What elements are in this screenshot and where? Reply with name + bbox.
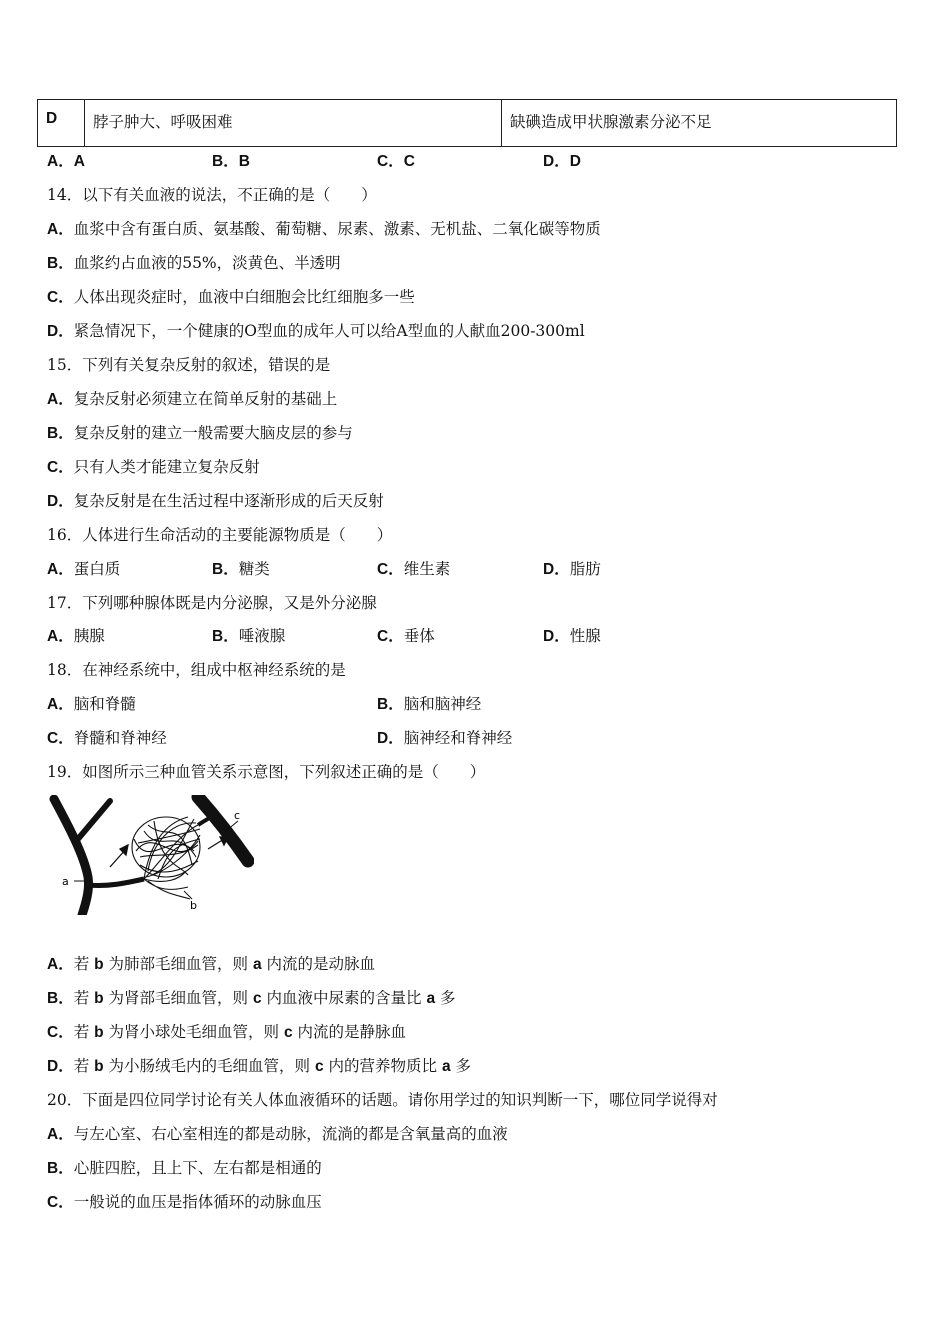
option-text: 只有人类才能建立复杂反射 — [73, 458, 260, 476]
q15-option-b[interactable] — [47, 423, 353, 444]
option-variable: a — [441, 1058, 451, 1075]
q18-option-d[interactable] — [377, 728, 512, 749]
q17-option-c[interactable] — [377, 626, 435, 647]
option-text: 为肾部毛细血管，则 — [103, 989, 253, 1007]
figure-label-a: a — [62, 875, 69, 888]
q15-option-c[interactable] — [47, 457, 260, 478]
option-text: 复杂反射的建立一般需要大脑皮层的参与 — [73, 424, 353, 442]
option-variable: b — [94, 1024, 104, 1041]
option-variable: c — [283, 1024, 293, 1041]
option-label: B． — [212, 153, 239, 170]
artery-vessel — [54, 799, 89, 915]
option-label: D． — [47, 493, 74, 510]
q13-option-a[interactable] — [47, 151, 85, 172]
option-label: A． — [47, 1126, 74, 1143]
artery-branch — [78, 801, 110, 839]
q20-option-a[interactable] — [47, 1124, 508, 1145]
option-text: C — [403, 153, 415, 170]
q19-option-a[interactable] — [47, 954, 375, 975]
option-label: A． — [47, 956, 74, 973]
option-label: C． — [377, 153, 404, 170]
option-label: A． — [47, 561, 74, 578]
q17-option-d[interactable] — [543, 626, 601, 647]
q13-option-c[interactable] — [377, 151, 415, 172]
option-label: B． — [47, 425, 74, 442]
q18-stem: 18．在神经系统中，组成中枢神经系统的是 — [47, 661, 346, 679]
option-label: A． — [47, 628, 74, 645]
option-text: 性腺 — [569, 627, 601, 645]
option-text: 与左心室、右心室相连的都是动脉，流淌的都是含氧量高的血液 — [73, 1125, 508, 1143]
option-text: 为肾小球处毛细血管，则 — [103, 1023, 284, 1041]
q20-option-b[interactable] — [47, 1158, 322, 1179]
q19-option-d[interactable] — [47, 1056, 471, 1077]
option-label: B． — [47, 1160, 74, 1177]
q16-stem: 16．人体进行生命活动的主要能源物质是（ ） — [47, 526, 393, 544]
option-label: D． — [47, 1058, 74, 1075]
option-label: D． — [377, 730, 404, 747]
q15-stem: 15．下列有关复杂反射的叙述，错误的是 — [47, 356, 331, 374]
option-variable: b — [94, 1058, 104, 1075]
option-label: A． — [47, 696, 74, 713]
option-text: 复杂反射是在生活过程中逐渐形成的后天反射 — [73, 492, 384, 510]
option-text: 若 — [73, 1023, 95, 1041]
option-text: 紧急情况下，一个健康的O型血的成年人可以给A型血的人献血200-300ml — [73, 322, 585, 340]
option-text: 脑和脑神经 — [403, 695, 482, 713]
blood-vessel-diagram — [48, 795, 254, 915]
q16-option-d[interactable] — [543, 559, 601, 580]
figure-label-c: c — [234, 809, 241, 822]
option-text: 维生素 — [403, 560, 451, 578]
option-text: 多 — [435, 989, 456, 1007]
q18-option-c[interactable] — [47, 728, 167, 749]
q14-option-d[interactable] — [47, 321, 585, 342]
q19-option-c[interactable] — [47, 1022, 406, 1043]
q15-option-a[interactable] — [47, 389, 337, 410]
option-text: 垂体 — [403, 627, 435, 645]
flow-arrow — [208, 837, 228, 849]
option-text: 内流的是动脉血 — [261, 955, 376, 973]
option-label: C． — [47, 289, 74, 306]
option-text: 为小肠绒毛内的毛细血管，则 — [103, 1057, 315, 1075]
option-text: 内流的是静脉血 — [292, 1023, 407, 1041]
option-text: 血浆约占血液的55%，淡黄色、半透明 — [73, 254, 341, 272]
option-text: 人体出现炎症时，血液中白细胞会比红细胞多一些 — [73, 288, 415, 306]
option-text: 若 — [73, 989, 95, 1007]
q19-option-b[interactable] — [47, 988, 456, 1009]
option-text: 多 — [450, 1057, 472, 1075]
q13-option-b[interactable] — [212, 151, 250, 172]
option-variable: c — [314, 1058, 324, 1075]
option-text: 复杂反射必须建立在简单反射的基础上 — [73, 390, 338, 408]
option-label: A． — [47, 391, 74, 408]
q14-option-a[interactable] — [47, 219, 601, 240]
option-text: 若 — [73, 955, 95, 973]
option-variable: a — [252, 956, 262, 973]
option-text: 血浆中含有蛋白质、氨基酸、葡萄糖、尿素、激素、无机盐、二氧化碳等物质 — [73, 220, 601, 238]
q16-option-c[interactable] — [377, 559, 450, 580]
table-cell-letter: D — [38, 100, 85, 147]
option-variable: c — [252, 990, 262, 1007]
option-label: D． — [543, 628, 570, 645]
option-label: C． — [377, 628, 404, 645]
option-label: B． — [377, 696, 404, 713]
q15-option-d[interactable] — [47, 491, 384, 512]
q16-option-b[interactable] — [212, 559, 270, 580]
q18-option-a[interactable] — [47, 694, 136, 715]
option-label: C． — [377, 561, 404, 578]
q17-option-b[interactable] — [212, 626, 285, 647]
figure-label-b: b — [190, 899, 197, 912]
capillary-network — [132, 817, 200, 899]
option-text: 脑神经和脊神经 — [403, 729, 513, 747]
option-text: 若 — [73, 1057, 95, 1075]
table-cell-cause: 缺碘造成甲状腺激素分泌不足 — [502, 100, 897, 147]
table-row — [38, 100, 897, 147]
option-label: D． — [47, 323, 74, 340]
q14-option-b[interactable] — [47, 253, 341, 274]
option-text: 蛋白质 — [73, 560, 121, 578]
q19-stem: 19．如图所示三种血管关系示意图，下列叙述正确的是（ ） — [47, 763, 486, 781]
q20-stem: 20．下面是四位同学讨论有关人体血液循环的话题。请你用学过的知识判断一下，哪位同学说得对 — [47, 1091, 718, 1109]
flow-arrow — [110, 845, 128, 867]
option-label: A． — [47, 221, 74, 238]
option-label: C． — [47, 1024, 74, 1041]
artery-to-capillary — [88, 879, 144, 886]
option-text: 脊髓和脊神经 — [73, 729, 167, 747]
option-text: 脂肪 — [569, 560, 601, 578]
q20-option-c[interactable] — [47, 1192, 322, 1213]
q14-stem: 14．以下有关血液的说法，不正确的是（ ） — [47, 186, 377, 204]
option-label: B． — [47, 990, 74, 1007]
q16-option-a[interactable] — [47, 559, 120, 580]
option-label: D． — [543, 561, 570, 578]
q17-stem: 17．下列哪种腺体既是内分泌腺，又是外分泌腺 — [47, 594, 377, 612]
option-text: 内血液中尿素的含量比 — [261, 989, 427, 1007]
option-text: 为肺部毛细血管，则 — [103, 955, 253, 973]
option-text: 唾液腺 — [238, 627, 286, 645]
option-text: B — [238, 153, 250, 170]
option-text: 一般说的血压是指体循环的动脉血压 — [73, 1193, 322, 1211]
option-text: A — [73, 153, 85, 170]
q17-option-a[interactable] — [47, 626, 105, 647]
option-label: C． — [47, 1194, 74, 1211]
answer-table — [37, 99, 897, 147]
option-label: B． — [47, 255, 74, 272]
table-cell-symptom: 脖子肿大、呼吸困难 — [85, 100, 502, 147]
option-label: A． — [47, 153, 74, 170]
vein-vessel — [198, 797, 248, 861]
option-label: B． — [212, 628, 239, 645]
option-label: C． — [47, 459, 74, 476]
option-text: 心脏四腔，且上下、左右都是相通的 — [73, 1159, 322, 1177]
q18-option-b[interactable] — [377, 694, 481, 715]
option-variable: a — [426, 990, 436, 1007]
option-label: D． — [543, 153, 570, 170]
option-text: 糖类 — [238, 560, 270, 578]
q14-option-c[interactable] — [47, 287, 415, 308]
option-variable: b — [94, 956, 104, 973]
option-text: D — [569, 153, 581, 170]
option-label: C． — [47, 730, 74, 747]
option-text: 内的营养物质比 — [323, 1057, 442, 1075]
option-text: 脑和脊髓 — [73, 695, 136, 713]
q13-option-d[interactable] — [543, 151, 581, 172]
option-variable: b — [94, 990, 104, 1007]
option-label: B． — [212, 561, 239, 578]
option-text: 胰腺 — [73, 627, 105, 645]
